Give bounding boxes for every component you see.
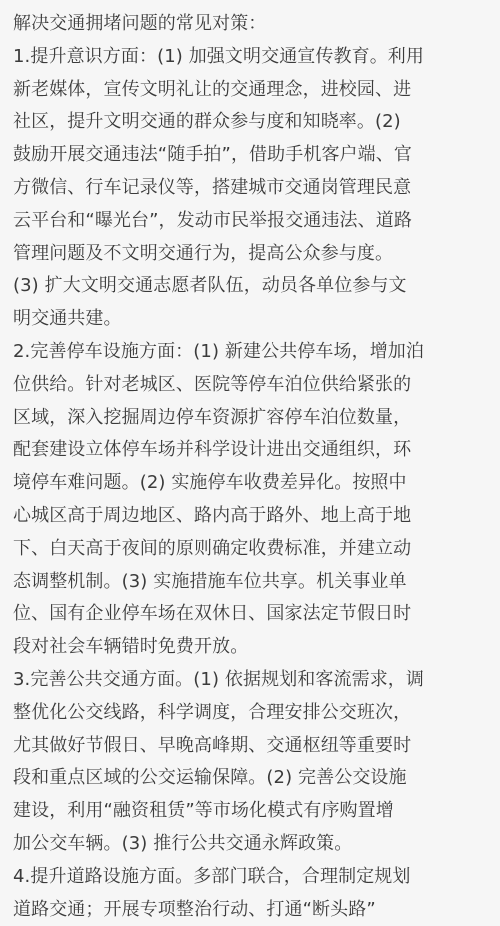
- text-line: 鼓励开展交通违法“随手拍”，借助手机客户端、官: [13, 144, 412, 166]
- text-line: 心城区高于周边地区、路内高于路外、地上高于地: [13, 504, 412, 526]
- text-line: 新老媒体，宣传文明礼让的交通理念，进校园、进: [13, 78, 412, 100]
- text-line: 段和重点区域的公交运输保障。(2) 完善公交设施: [13, 767, 407, 789]
- text-line: 2.完善停车设施方面：(1) 新建公共停车场，增加泊: [13, 340, 424, 362]
- text-line: 加公交车辆。(3) 推行公共交通永辉政策。: [13, 832, 353, 854]
- text-line: 明交通共建。: [13, 308, 122, 330]
- text-line: 管理问题及不文明交通行为，提高公众参与度。: [13, 242, 394, 264]
- text-line: 配套建设立体停车场并科学设计进出交通组织，环: [13, 439, 412, 461]
- text-line: 1.提升意识方面：(1) 加强文明交通宣传教育。利用: [13, 45, 424, 67]
- text-line: 4.提升道路设施方面。多部门联合，合理制定规划: [13, 865, 411, 887]
- text-line: 位供给。针对老城区、医院等停车泊位供给紧张的: [13, 373, 412, 395]
- text-line: 段对社会车辆错时免费开放。: [13, 636, 249, 658]
- text-line: (3) 扩大文明交通志愿者队伍，动员各单位参与文: [13, 275, 407, 297]
- text-line: 方微信、行车记录仪等，搭建城市交通岗管理民意: [13, 176, 412, 198]
- document-text: [13, 8, 491, 926]
- text-line: 态调整机制。(3) 实施措施车位共享。机关事业单: [13, 570, 407, 592]
- text-line: 社区，提升文明交通的群众参与度和知晓率。(2): [13, 111, 401, 133]
- text-line: 整优化公交线路，科学调度，合理安排公交班次，: [13, 701, 412, 723]
- text-line: 尤其做好节假日、早晚高峰期、交通枢纽等重要时: [13, 734, 412, 756]
- text-line: 位、国有企业停车场在双休日、国家法定节假日时: [13, 603, 412, 625]
- text-line: 境停车难问题。(2) 实施停车收费差异化。按照中: [13, 472, 407, 494]
- text-line: 区域，深入挖掘周边停车资源扩容停车泊位数量，: [13, 406, 412, 428]
- text-line: 建设，利用“融资租赁”等市场化模式有序购置增: [13, 800, 394, 822]
- text-line: 下、白天高于夜间的原则确定收费标准，并建立动: [13, 537, 412, 559]
- text-line: 道路交通；开展专项整治行动、打通“断头路”: [13, 898, 376, 920]
- text-line: 云平台和“曝光台”，发动市民举报交通违法、道路: [13, 209, 412, 231]
- text-line: 3.完善公共交通方面。(1) 依据规划和客流需求，调: [13, 668, 424, 690]
- text-line: 解决交通拥堵问题的常见对策：: [13, 13, 267, 34]
